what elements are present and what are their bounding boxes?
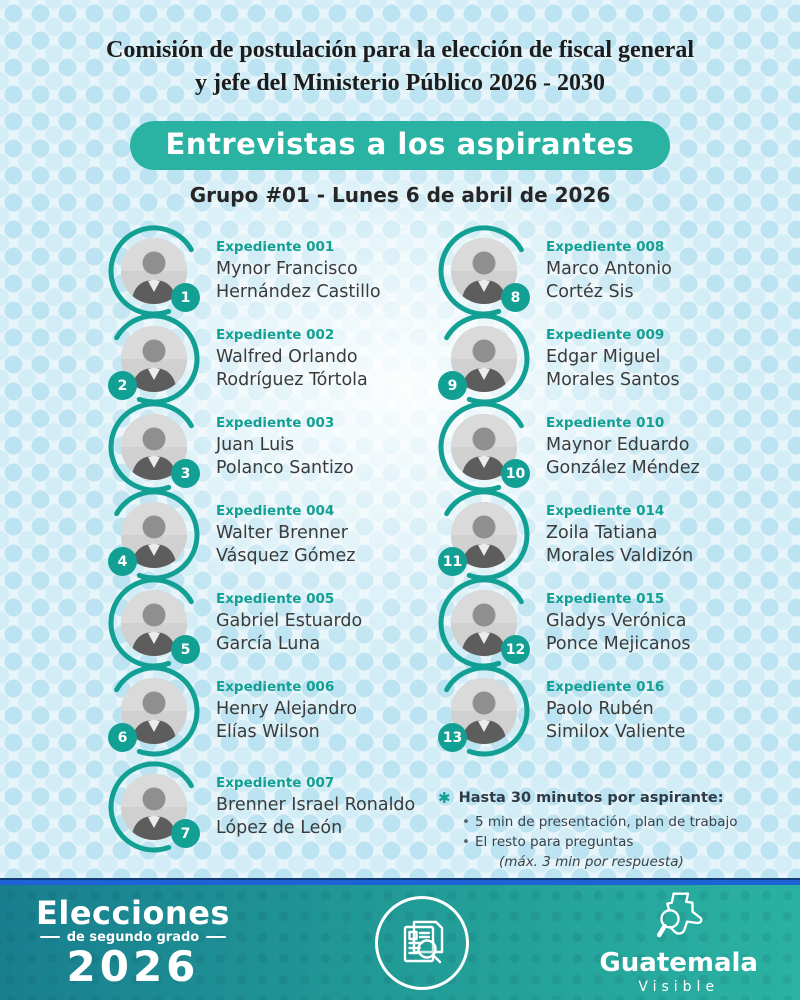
candidate-name-line2: Similox Valiente	[546, 721, 686, 742]
elections-title: Elecciones	[36, 893, 230, 932]
dash-decoration-right	[206, 936, 226, 939]
note-title: Hasta 30 minutos por aspirante:	[458, 790, 724, 806]
candidate-number-badge: 5	[171, 635, 200, 664]
candidate-name-line2: López de León	[216, 817, 343, 838]
candidate-card	[106, 315, 436, 403]
expediente-label: Expediente 004	[216, 502, 335, 519]
expediente-label: Expediente 005	[216, 590, 335, 607]
candidate-number-badge: 7	[171, 819, 200, 848]
candidate-name-line1: Henry Alejandro	[216, 698, 358, 719]
page-title-line1: Comisión de postulación para la elección de fiscal general	[106, 37, 694, 63]
brand-name: Guatemala	[599, 948, 758, 978]
candidate-card	[436, 315, 776, 403]
candidate-info	[216, 415, 354, 480]
expediente-label: Expediente 001	[216, 238, 335, 255]
candidate-card	[106, 579, 436, 667]
candidate-name-line2: Elías Wilson	[216, 721, 320, 742]
candidate-number-badge: 3	[171, 459, 200, 488]
candidate-name-line1: Zoila Tatiana	[546, 522, 658, 543]
candidate-name-line1: Walter Brenner	[216, 522, 348, 543]
candidate-avatar	[106, 759, 202, 855]
candidate-number-badge: 10	[501, 459, 530, 488]
note-title-row	[438, 788, 748, 806]
page-title-line2: y jefe del Ministerio Público 2026 - 2030	[195, 70, 605, 96]
dash-decoration-left	[40, 936, 60, 939]
candidate-info	[216, 591, 362, 656]
candidate-info	[546, 503, 693, 568]
expediente-label: Expediente 008	[546, 238, 665, 255]
candidate-card	[436, 491, 776, 579]
footer-body	[0, 885, 800, 1000]
expediente-label: Expediente 009	[546, 326, 665, 343]
expediente-label: Expediente 010	[546, 414, 665, 431]
candidate-number-badge: 1	[171, 283, 200, 312]
expediente-label: Expediente 002	[216, 326, 335, 343]
brand-subtitle: Visible	[638, 979, 720, 995]
candidate-info	[216, 679, 357, 744]
candidates-grid	[0, 227, 800, 872]
expediente-label: Expediente 016	[546, 678, 665, 695]
candidates-column-left	[106, 227, 436, 872]
candidate-number-badge: 4	[108, 547, 137, 576]
interview-rules-note	[436, 788, 748, 872]
candidate-number-badge: 9	[438, 371, 467, 400]
candidate-avatar	[436, 663, 532, 759]
candidate-info	[546, 327, 680, 392]
candidate-avatar	[436, 311, 532, 407]
candidate-info	[546, 415, 700, 480]
expediente-label: Expediente 015	[546, 590, 665, 607]
candidate-avatar	[106, 575, 202, 671]
candidate-name-line2: Rodríguez Tórtola	[216, 369, 368, 390]
page-title	[0, 0, 800, 100]
candidates-column-right-cards	[436, 227, 776, 755]
candidate-name-line2: Ponce Mejicanos	[546, 633, 691, 654]
candidate-card	[106, 227, 436, 315]
candidate-name-line2: Vásquez Gómez	[216, 545, 356, 566]
candidate-card	[436, 579, 776, 667]
expediente-label: Expediente 007	[216, 774, 335, 791]
candidate-name-line1: Walfred Orlando	[216, 346, 358, 367]
guatemala-visible-logo	[599, 890, 758, 995]
asterisk-icon: ✱	[438, 789, 451, 807]
candidate-card	[436, 667, 776, 755]
candidate-avatar	[436, 487, 532, 583]
candidate-info	[546, 679, 685, 744]
candidate-card	[436, 403, 776, 491]
note-bullets	[462, 812, 748, 872]
candidate-avatar	[106, 311, 202, 407]
candidate-name-line2: González Méndez	[546, 457, 700, 478]
candidate-card	[436, 227, 776, 315]
note-bullet-2: • El resto para preguntas	[462, 832, 748, 852]
expediente-label: Expediente 006	[216, 678, 335, 695]
candidate-name-line1: Gabriel Estuardo	[216, 610, 363, 631]
group-date-line: Grupo #01 - Lunes 6 de abril de 2026	[189, 183, 611, 207]
candidate-name-line2: Morales Santos	[546, 369, 680, 390]
candidate-number-badge: 2	[108, 371, 137, 400]
elections-subtitle: de segundo grado	[66, 929, 200, 945]
candidate-name-line1: Edgar Miguel	[546, 346, 661, 367]
candidate-avatar	[436, 575, 532, 671]
note-fine-print: (máx. 3 min por respuesta)	[499, 854, 684, 870]
candidate-avatar	[436, 223, 532, 319]
candidate-name-line1: Juan Luis	[216, 434, 295, 455]
candidate-number-badge: 11	[438, 547, 467, 576]
candidate-name-line1: Mynor Francisco	[216, 258, 358, 279]
candidate-avatar	[106, 223, 202, 319]
elections-2026-logo	[36, 893, 230, 991]
candidate-card	[106, 763, 436, 851]
candidate-avatar	[106, 663, 202, 759]
candidate-name-line1: Brenner Israel Ronaldo	[216, 794, 416, 815]
candidate-name-line1: Marco Antonio	[546, 258, 672, 279]
candidate-info	[216, 239, 381, 304]
candidate-name-line2: García Luna	[216, 633, 321, 654]
guatemala-map-icon	[652, 890, 706, 946]
candidate-card	[106, 403, 436, 491]
candidate-info	[216, 503, 355, 568]
candidate-name-line1: Gladys Verónica	[546, 610, 687, 631]
candidate-number-badge: 8	[501, 283, 530, 312]
candidate-name-line2: Hernández Castillo	[216, 281, 381, 302]
candidate-avatar	[106, 399, 202, 495]
candidate-name-line2: Cortéz Sis	[546, 281, 634, 302]
candidate-name-line2: Morales Valdizón	[546, 545, 694, 566]
elections-year: 2026	[66, 941, 200, 991]
candidate-info	[216, 775, 415, 840]
candidate-name-line2: Polanco Santizo	[216, 457, 354, 478]
note-bullet-1: • 5 min de presentación, plan de trabajo	[462, 812, 748, 832]
candidate-card	[106, 491, 436, 579]
footer	[0, 878, 800, 1000]
candidate-avatar	[106, 487, 202, 583]
candidate-number-badge: 6	[108, 723, 137, 752]
candidate-card	[106, 667, 436, 755]
candidate-number-badge: 12	[501, 635, 530, 664]
candidate-info	[546, 239, 672, 304]
candidate-info	[546, 591, 691, 656]
candidate-number-badge: 13	[438, 723, 467, 752]
candidate-name-line1: Maynor Eduardo	[546, 434, 690, 455]
expediente-label: Expediente 014	[546, 502, 665, 519]
document-search-icon	[375, 896, 469, 990]
candidate-info	[216, 327, 368, 392]
candidates-column-right	[436, 227, 776, 872]
candidate-avatar	[436, 399, 532, 495]
candidate-name-line1: Paolo Rubén	[546, 698, 654, 719]
expediente-label: Expediente 003	[216, 414, 335, 431]
banner-pill: Entrevistas a los aspirantes	[130, 121, 671, 170]
